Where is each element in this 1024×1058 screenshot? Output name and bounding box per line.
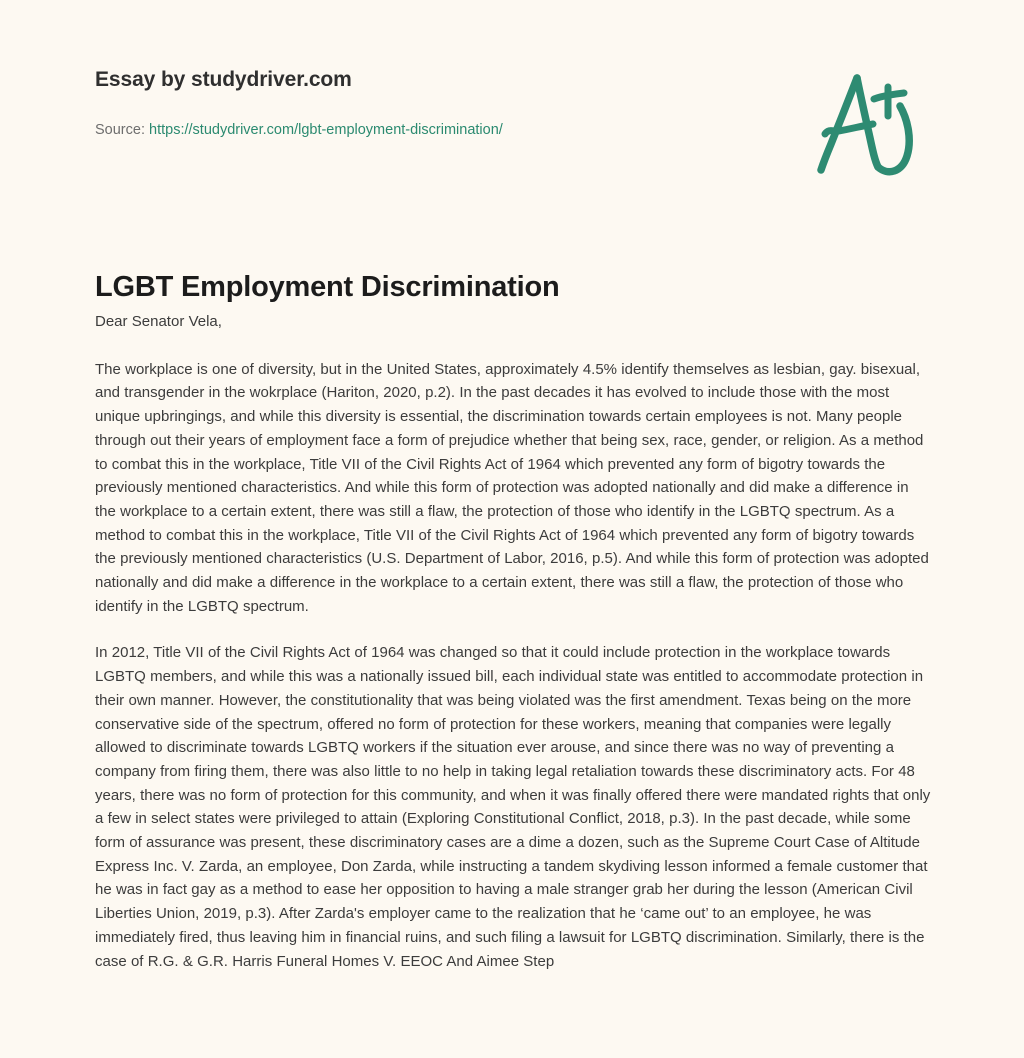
page-title: LGBT Employment Discrimination xyxy=(95,271,560,304)
source-label: Source: xyxy=(95,122,145,138)
document-header xyxy=(0,0,1024,200)
salutation: Dear Senator Vela, xyxy=(95,313,222,330)
document-body xyxy=(95,310,933,973)
studydriver-a-plus-logo xyxy=(812,66,922,181)
body-paragraph-1: The workplace is one of diversity, but in the United States, approximately 4.5% identify themselves as lesbian, gay. bisexual, and transgender in the wokrplace (Hariton, 2020, p.2). In the past decades it has evolved to include those with the most unique upbringings, and while this diversity is essential, the discrimination towards certain employees is not. Many people through out their years of employment face a form of prejudice whether that being sex, race, gender, or religion. As a method to combat this in the workplace, Title VII of the Civil Rights Act of 1964 which prevented any form of bigotry towards the previously mentioned characteristics. And while this form of protection was adopted nationally and did make a difference in the workplace to a certain extent, there was still a flaw, the protection of those who identify in the LGBTQ spectrum. As a method to combat this in the workplace, Title VII of the Civil Rights Act of 1964 which prevented any form of bigotry towards the previously mentioned characteristics (U.S. Department of Labor, 2016, p.5). And while this form of protection was adopted nationally and did make a difference in the workplace to a certain extent, there was still a flaw, the protection of those who identify in the LGBTQ spectrum. xyxy=(95,360,929,615)
body-paragraph-2: In 2012, Title VII of the Civil Rights Act of 1964 was changed so that it could include protection in the workplace towards LGBTQ members, and while this was a nationally issued bill, each individual state was entitled to accommodate protection in their own manner. However, the constitutionality that was being violated was the first amendment. Texas being on the more conservative side of the spectrum, offered no form of protection for these workers, meaning that companies were legally allowed to discriminate towards LGBTQ workers if the situation ever arouse, and since there was no way of preventing a company from firing them, there was also little to no help in taking legal retaliation towards these discriminatory acts. For 48 years, there was no form of protection for this community, and when it was finally offered there were mandated rights that only a few in select states were privileged to attain (Exploring Constitutional Conflict, 2018, p.3). In the past decade, while some form of assurance was present, these discriminatory cases are a dime a dozen, such as the Supreme Court Case of Altitude Express Inc. V. Zarda, an employee, Don Zarda, while instructing a tandem skydiving lesson informed a female customer that he was in fact gay as a method to ease her opposition to having a male stranger grab her during the lesson (American Civil Liberties Union, 2019, p.3). After Zarda's employer came to the realization that he ‘came out’ to an employee, he was immediately fired, thus leaving him in financial ruins, and such filing a lawsuit for LGBTQ discrimination. Similarly, there is the case of R.G. & G.R. Harris Funeral Homes V. EEOC And Aimee Step xyxy=(95,644,931,970)
essay-byline: Essay by studydriver.com xyxy=(95,68,352,91)
source-url-link[interactable]: https://studydriver.com/lgbt-employment-discrimination/ xyxy=(149,122,503,138)
a-plus-logo-icon xyxy=(812,66,922,181)
source-line xyxy=(95,122,503,138)
